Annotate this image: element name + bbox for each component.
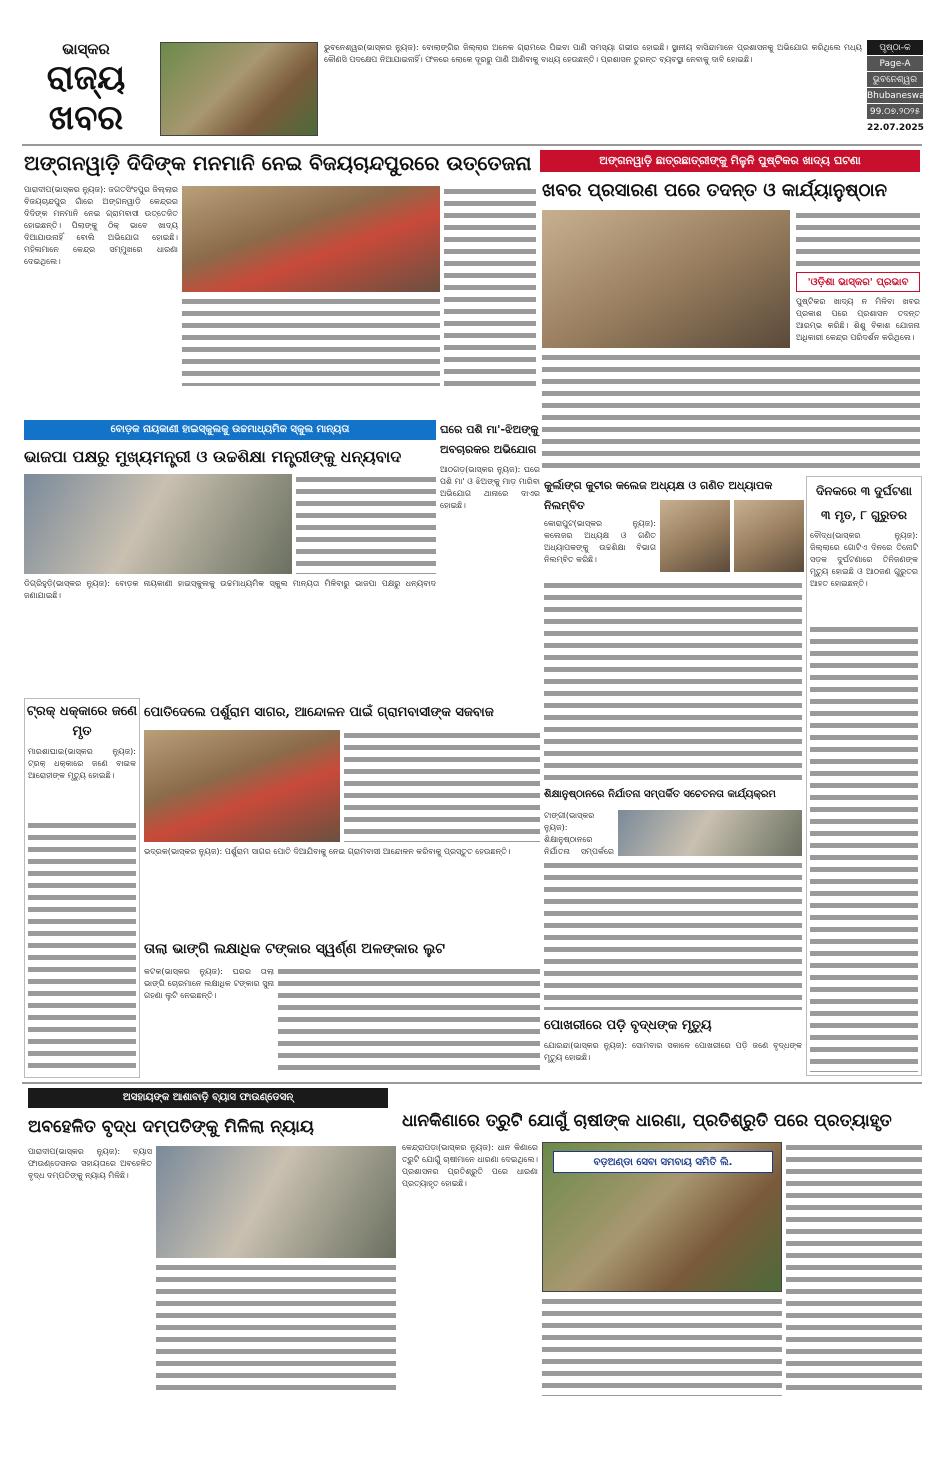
s13-text: କେନ୍ଦ୍ରାପଡ଼ା(ଭାସ୍କର ନ୍ୟୁଜ): ଧାନ କିଣାରେ ତ୍ରୁଟି ଯୋଗୁଁ ଚାଷୀମାନେ ଧାରଣା ଦେଇଥିଲେ। ପ୍ରଶାସନର ପ୍ରତିଶ୍ରୁତି ପରେ ଧାରଣା ପ୍ରତ୍ୟାହୃତ ହୋଇଛି। (402, 1143, 538, 1188)
s4-text: ଆଠଗଡ଼(ଭାସ୍କର ନ୍ୟୁଜ): ଘରେ ପଶି ମା' ଓ ଝିଅଙ୍କୁ ମାଡ଼ ମାରିବା ଅଭିଯୋଗ ଥାନାରେ ଦାଏର ହୋଇଛି। (440, 465, 540, 510)
s12-body-lines (156, 1262, 396, 1396)
s5-headline: କୁର୍ଲାଙ୍ଗ କୁଟୀର କଲେଜ ଅଧ୍ୟକ୍ଷ ଓ ଗଣିତ ଅଧ୍ୟାପକ ନିଲମ୍ବିତ (544, 479, 773, 512)
s5-text: କୋରାପୁଟ(ଭାସ୍କର ନ୍ୟୁଜ): କଲେଜର ଅଧ୍ୟକ୍ଷ ଓ ଗଣିତ ଅଧ୍ୟାପକଙ୍କୁ ଉଚ୍ଚଶିକ୍ଷା ବିଭାଗ ନିଲମ୍ବିତ କରିଛି। (544, 519, 656, 564)
s10-headline: ତାଲା ଭାଙ୍ଗି ଲକ୍ଷାଧିକ ଟଙ୍କାର ସ୍ୱର୍ଣ୍ଣ ଅଳଙ୍କାର ଲୁଟ (144, 941, 445, 957)
bottom-rule (22, 1082, 922, 1084)
s1-column-2 (182, 296, 440, 386)
s13-headline: ଧାନକିଣାରେ ତ୍ରୁଟି ଯୋଗୁଁ ଚାଷୀଙ୍କ ଧାରଣା, ପ୍ରତିଶ୍ରୁତି ପରେ ପ୍ରତ୍ୟାହୃତ (402, 1111, 892, 1131)
s1-photo (182, 186, 440, 292)
s2-column-right (796, 210, 920, 270)
top-photo (160, 42, 318, 136)
s6-text: ବୌଦ୍ଧ(ଭାସ୍କର ନ୍ୟୁଜ): ଜିଲ୍ଲାରେ ଗୋଟିଏ ଦିନରେ ତିନୋଟି ସଡ଼କ ଦୁର୍ଘଟଣାରେ ତିନିଜଣଙ୍କ ମୃତ୍ୟୁ ହୋଇଛି ଓ ଆଠଜଣ ଗୁରୁତର ଆହତ ହୋଇଛନ୍ତି। (810, 531, 918, 588)
s13-photo (542, 1142, 782, 1292)
issue-date: 22.07.2025 (867, 120, 923, 136)
s5-body-lines (544, 580, 802, 780)
s13-sign: ବଡ଼ଅଣ୍ଡା ସେବା ସମବାୟ ସମିତି ଲି. (553, 1151, 773, 1173)
s11-text: ଯୋରନ୍ଦା(ଭାସ୍କର ନ୍ୟୁଜ): ସୋମବାର ସକାଳେ ପୋଖରୀରେ ପଡ଼ି ଜଣେ ବୃଦ୍ଧଙ୍କ ମୃତ୍ୟୁ ହୋଇଛି। (544, 1041, 802, 1062)
page-label-en: Page-A (867, 56, 923, 72)
s2-body-lines (542, 352, 920, 472)
s6-subheadline: ୩ ମୃତ, ୮ ଗୁରୁତର (821, 508, 907, 522)
s2-photo (542, 210, 790, 348)
s4-headline: ଘରେ ପଶି ମା'-ଝିଅଙ୍କୁ ଅବଚାରକର ଅଭିଯୋଗ (440, 423, 539, 456)
s3-column-right (296, 474, 436, 574)
s9-body-lines (544, 860, 802, 1010)
s5-portrait-2 (734, 500, 804, 572)
masthead-rule (22, 144, 922, 146)
s1-text: ପାରାଦୀପ(ଭାସ୍କର ନ୍ୟୁଜ): ଜଗତସିଂହପୁର ଜିଲ୍ଲାର ବିଜୟଚାନ୍ଦପୁର ଗାଁରେ ଅଙ୍ଗନୱାଡ଼ି କେନ୍ଦ୍ରର ଦିଦିଙ୍କ ମନମାନି ନେଇ ଗ୍ରାମବାସୀ ଉତ୍ତେଜିତ ହୋଇଛନ୍ତି। ପିଲାଙ୍କୁ ଠିକ୍ ଭାବେ ଖାଦ୍ୟ ଦିଆଯାଉନାହିଁ ବୋଲି ଅଭିଯୋଗ ହୋଇଛି। ମହିଳାମାନେ କେନ୍ଦ୍ର ସମ୍ମୁଖରେ ଧାରଣା ଦେଇଥିଲେ। (24, 185, 178, 266)
s11-headline: ପୋଖରୀରେ ପଡ଼ି ବୃଦ୍ଧଙ୍କ ମୃତ୍ୟୁ (544, 1018, 712, 1033)
s9-photo (618, 810, 802, 856)
s3-headline: ଭାଜପା ପକ୍ଷରୁ ମୁଖ୍ୟମନ୍ତ୍ରୀ ଓ ଉଚ୍ଚଶିକ୍ଷା ମନ୍ତ୍ରୀଙ୍କୁ ଧନ୍ୟବାଦ (24, 447, 402, 466)
s7-body-lines (28, 820, 136, 1074)
s10-text: କଟକ(ଭାସ୍କର ନ୍ୟୁଜ): ଘରର ତାଲା ଭାଙ୍ଗି ଚୋରମାନେ ଲକ୍ଷାଧିକ ଟଙ୍କାର ସୁନା ଗହଣା ଲୁଟି ନେଇଛନ୍ତି। (144, 967, 274, 1000)
s6-headline: ଦିନକରେ ୩ ଦୁର୍ଘଟଣା (816, 484, 912, 498)
s10-body-lines (278, 966, 540, 1076)
s5-portrait-1 (660, 500, 730, 572)
s2-impact-badge: 'ଓଡ଼ିଶା ଭାସ୍କର' ପ୍ରଭାବ (796, 272, 920, 292)
s6-body-lines (810, 624, 918, 1072)
masthead (22, 40, 150, 140)
masthead-title-2: ଖବର (48, 98, 124, 138)
masthead-brand: ଭାସ୍କର (62, 40, 110, 58)
page-label: ପୃଷ୍ଠା-କ (867, 40, 923, 56)
city-label: ଭୁବନେଶ୍ୱର (867, 72, 923, 88)
s2-headline: ଖବର ପ୍ରସାରଣ ପରେ ତଦନ୍ତ ଓ କାର୍ଯ୍ୟାନୁଷ୍ଠାନ (542, 180, 887, 201)
s13-column-right (786, 1142, 922, 1396)
s3-photo (24, 474, 292, 574)
s12-photo (156, 1146, 396, 1258)
s8-column-right (344, 730, 540, 842)
s3-text: ଡିଗ୍ରିହୁଡ଼ି(ଭାସ୍କର ନ୍ୟୁଜ): ବୋଡ଼କ ନାୟକାଣୀ ହାଇସ୍କୁଲକୁ ଉଚ୍ଚମାଧ୍ୟମିକ ସ୍କୁଲ ମାନ୍ୟତା ମିଳିବାରୁ ଭାଜପା ପକ୍ଷରୁ ଧନ୍ୟବାଦ ଜଣାଯାଇଛି। (24, 579, 436, 600)
s12-headline: ଅବହେଳିତ ବୃଦ୍ଧ ଦମ୍ପତିଙ୍କୁ ମିଳିଲା ନ୍ୟାୟ (28, 1117, 314, 1137)
s7-text: ମାରଶାଘାଇ(ଭାସ୍କର ନ୍ୟୁଜ): ଟ୍ରକ୍ ଧକ୍କାରେ ଜଣେ ବାଇକ ଆରୋହୀଙ୍କ ମୃତ୍ୟୁ ହୋଇଛି। (28, 747, 136, 780)
s13-body-lines (542, 1296, 782, 1396)
s9-text: ଟାଙ୍ଗୀ(ଭାସ୍କର ନ୍ୟୁଜ): ଶିକ୍ଷାନୁଷ୍ଠାନରେ ନିର୍ଯାତନା ସମ୍ପର୍କରେ (544, 811, 614, 856)
masthead-title-1: ରାଜ୍ୟ (46, 58, 126, 98)
city-label-en: Bhubaneswar (867, 88, 923, 104)
issue-number: 99.୦୭.୨୦୨୫ (867, 104, 923, 120)
s9-headline: ଶିକ୍ଷାନୁଷ୍ଠାନରେ ନିର୍ଯାତନା ସମ୍ପର୍କିତ ସଚେତନତା କାର୍ଯ୍ୟକ୍ରମ (544, 789, 776, 800)
s1-headline: ଅଙ୍ଗନୱାଡ଼ି ଦିଦିଙ୍କ ମନମାନି ନେଇ ବିଜୟଚାନ୍ଦପୁରରେ ଉତ୍ତେଜନା (24, 151, 532, 175)
s2-kicker: ଅଙ୍ଗନୱାଡ଼ି ଛାତ୍ରଛାତ୍ରୀଙ୍କୁ ମିଳୁନି ପୁଷ୍ଟିକର ଖାଦ୍ୟ ଘଟଣା (540, 150, 920, 172)
s12-text: ପାରାଦୀପ(ଭାସ୍କର ନ୍ୟୁଜ): ବ୍ୟାସ ଫାଉଣ୍ଡେସନର ସହାୟତାରେ ଅବହେଳିତ ବୃଦ୍ଧ ଦମ୍ପତିଙ୍କୁ ନ୍ୟାୟ ମିଳିଛି। (28, 1147, 152, 1180)
s8-photo (144, 730, 340, 842)
page-info (867, 40, 929, 140)
s8-headline: ପୋତିଦେଲେ ପର୍ଶୁରାମ ସାଗର, ଆନ୍ଦୋଳନ ପାଇଁ ଗ୍ରାମବାସୀଙ୍କ ସଜବାଜ (144, 705, 494, 720)
s1-column-3 (444, 186, 536, 386)
top-story-text: ଭୁବନେଶ୍ୱର(ଭାସ୍କର ନ୍ୟୁଜ): ବୋଲାଙ୍ଗିର ଜିଲ୍ଲାର ଅନେକ ଗ୍ରାମରେ ପିଇବା ପାଣି ସମସ୍ୟା ଗଭୀର ହୋଇଛି। ସ୍ଥାନୀୟ ବାସିନ୍ଦାମାନେ ପ୍ରଶାସନକୁ ଅଭିଯୋଗ କରିଥିଲେ ମଧ୍ୟ କୌଣସି ପଦକ୍ଷେପ ନିଆଯାଇନାହିଁ। ଫଳରେ ଲୋକେ ଦୂରରୁ ପାଣି ଆଣିବାକୁ ବାଧ୍ୟ ହେଉଛନ୍ତି। ପ୍ରଶାସନ ତୁରନ୍ତ ବ୍ୟବସ୍ଥା ନେବାକୁ ଦାବି ହୋଇଛି। (324, 43, 862, 64)
s7-headline: ଟ୍ରକ୍ ଧକ୍କାରେ ଜଣେ ମୃତ (26, 704, 138, 739)
s3-kicker: ବୋଡ଼କ ନାୟକାଣୀ ହାଇସ୍କୁଲକୁ ଉଚ୍ଚମାଧ୍ୟମିକ ସ୍କୁଲ ମାନ୍ୟତା (24, 420, 436, 440)
s2-text: ପୁଷ୍ଟିକର ଖାଦ୍ୟ ନ ମିଳିବା ଖବର ପ୍ରକାଶ ପରେ ପ୍ରଶାସନ ତଦନ୍ତ ଆରମ୍ଭ କରିଛି। ଶିଶୁ ବିକାଶ ଯୋଜନା ଅଧିକାରୀ କେନ୍ଦ୍ର ପରିଦର୍ଶନ କରିଥିଲେ। (796, 297, 920, 342)
s8-text: ଭଦ୍ରକ(ଭାସ୍କର ନ୍ୟୁଜ): ପର୍ଶୁରାମ ସାଗର ପୋତି ଦିଆଯିବାକୁ ନେଇ ଗ୍ରାମବାସୀ ଆନ୍ଦୋଳନ କରିବାକୁ ପ୍ରସ୍ତୁତ ହେଉଛନ୍ତି। (144, 847, 511, 856)
s12-kicker: ଅସହାୟଙ୍କ ଆଶାବାଡ଼ି ବ୍ୟାସ ଫାଉଣ୍ଡେସନ୍ (28, 1088, 388, 1108)
